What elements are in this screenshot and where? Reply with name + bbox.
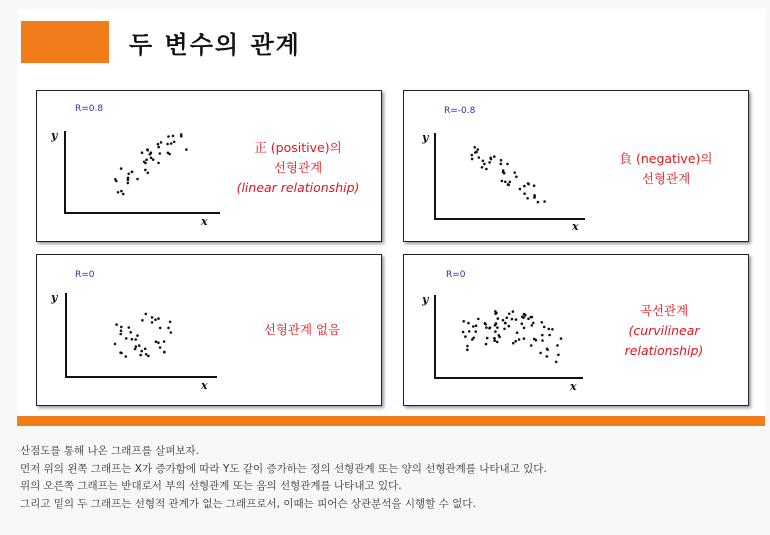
x-axis-label: x bbox=[570, 380, 577, 393]
scatter-dot bbox=[482, 160, 485, 163]
x-axis-label: x bbox=[201, 379, 208, 392]
paragraph-line: 산점도를 통해 나온 그래프를 살펴보자. bbox=[20, 445, 199, 457]
scatter-points bbox=[471, 146, 546, 203]
scatter-dot bbox=[163, 340, 166, 343]
scatter-dot bbox=[180, 133, 183, 136]
scatter-dot bbox=[125, 337, 128, 340]
scatter-dot bbox=[150, 151, 153, 154]
panel-positive bbox=[36, 90, 382, 242]
scatter-dot bbox=[157, 162, 160, 165]
scatter-dot bbox=[151, 316, 154, 319]
scatter-dot bbox=[115, 323, 118, 326]
scatter-dot bbox=[519, 188, 522, 191]
scatter-dot bbox=[139, 354, 142, 357]
scatter-dot bbox=[481, 166, 484, 169]
scatter-dot bbox=[483, 163, 486, 166]
scatter-dot bbox=[468, 330, 471, 333]
y-axis-label: y bbox=[422, 131, 429, 144]
scatter-dot bbox=[506, 163, 509, 166]
scatter-dot bbox=[136, 178, 139, 181]
scatter-dot bbox=[157, 317, 160, 320]
scatter-points bbox=[114, 313, 172, 358]
scatter-dot bbox=[509, 181, 512, 184]
scatter-dot bbox=[493, 339, 496, 342]
scatter-dot bbox=[115, 180, 118, 183]
scatter-dot bbox=[546, 348, 549, 351]
scatter-points bbox=[114, 133, 188, 195]
scatter-dot bbox=[503, 172, 506, 175]
scatter-dot bbox=[489, 326, 492, 329]
scatter-dot bbox=[120, 190, 123, 193]
scatter-dot bbox=[493, 337, 496, 340]
scatter-dot bbox=[151, 321, 154, 324]
scatter-dot bbox=[494, 310, 497, 313]
scatter-dot bbox=[477, 148, 480, 151]
scatter-dot bbox=[513, 171, 516, 174]
scatter-dot bbox=[556, 344, 559, 347]
scatter-dot bbox=[135, 345, 138, 348]
scatter-dot bbox=[170, 331, 173, 334]
y-axis-label: y bbox=[51, 129, 58, 142]
scatter-dot bbox=[140, 350, 143, 353]
scatter-dot bbox=[122, 193, 125, 196]
r-value-label: R=0 bbox=[446, 270, 466, 280]
scatter-dot bbox=[541, 339, 544, 342]
scatter-dot bbox=[518, 338, 521, 341]
scatter-dot bbox=[523, 337, 526, 340]
scatter-dot bbox=[159, 327, 162, 330]
scatter-dot bbox=[145, 353, 148, 356]
scatter-dot bbox=[117, 191, 120, 194]
scatter-dot bbox=[170, 142, 173, 145]
scatter-dot bbox=[477, 318, 480, 321]
scatter-dot bbox=[560, 337, 563, 340]
scatter-dot bbox=[497, 317, 500, 320]
paragraph-line: 그리고 밑의 두 그래프는 선형적 관계가 없는 그래프로서, 이때는 피어슨 상관분석을 시행할 수 없다. bbox=[20, 497, 476, 510]
r-value-label: R=0 bbox=[75, 270, 95, 280]
scatter-dot bbox=[141, 151, 144, 154]
scatter-dot bbox=[541, 321, 544, 324]
scatter-dot bbox=[485, 326, 488, 329]
slide-title: 두 변수의 관계 bbox=[129, 31, 301, 59]
scatter-dot bbox=[523, 327, 526, 330]
scatter-dot bbox=[515, 318, 518, 321]
scatter-dot bbox=[507, 183, 510, 186]
scatter-dot bbox=[551, 328, 554, 331]
panel-negative bbox=[403, 90, 749, 242]
scatter-dot bbox=[145, 158, 148, 161]
scatter-dot bbox=[167, 327, 170, 330]
scatter-dot bbox=[527, 183, 530, 186]
paragraph-line: 위의 오른쪽 그래프는 반대로서 부의 선형관계 또는 음의 선형관계를 나타내고 있다. bbox=[20, 480, 402, 492]
scatter-dot bbox=[131, 171, 134, 174]
scatter-dot bbox=[472, 325, 475, 328]
scatter-dot bbox=[494, 330, 497, 333]
scatter-dot bbox=[512, 310, 515, 313]
relationship-description: 正 (positive)의 선형관계 (linear relationship) bbox=[236, 140, 360, 195]
scatter-dot bbox=[515, 176, 518, 179]
scatter-dot bbox=[501, 180, 504, 183]
scatter-dot bbox=[125, 355, 128, 358]
scatter-dot bbox=[157, 341, 160, 344]
scatter-dot bbox=[535, 339, 538, 342]
scatter-dot bbox=[160, 141, 163, 144]
panel-curvilinear bbox=[403, 254, 749, 406]
scatter-dot bbox=[527, 318, 530, 321]
scatter-dot bbox=[127, 173, 130, 176]
scatter-dot bbox=[522, 316, 525, 319]
title-accent-bar bbox=[21, 21, 109, 63]
scatter-dot bbox=[516, 331, 519, 334]
scatter-dot bbox=[154, 318, 157, 321]
scatter-dot bbox=[147, 355, 150, 358]
relationship-description: 선형관계 없음 bbox=[263, 322, 341, 337]
panel-no-relationship bbox=[36, 254, 382, 406]
scatter-dot bbox=[473, 146, 476, 149]
scatter-dot bbox=[168, 153, 171, 156]
scatter-dot bbox=[128, 326, 131, 329]
scatter-dot bbox=[114, 343, 117, 346]
scatter-dot bbox=[503, 328, 506, 331]
scatter-dot bbox=[548, 334, 551, 337]
scatter-dot bbox=[471, 154, 474, 157]
scatter-dot bbox=[495, 322, 498, 325]
scatter-dot bbox=[500, 159, 503, 162]
scatter-dot bbox=[478, 156, 481, 159]
scatter-dot bbox=[471, 158, 474, 161]
scatter-points bbox=[462, 310, 563, 363]
scatter-dot bbox=[131, 338, 134, 341]
scatter-dot bbox=[485, 168, 488, 171]
scatter-dot bbox=[127, 182, 130, 185]
scatter-dot bbox=[504, 181, 507, 184]
scatter-dot bbox=[555, 361, 558, 364]
paragraph-line: 먼저 위의 왼쪽 그래프는 X가 증가함에 따라 Y도 같이 증가하는 정의 선형관계 또는 양의 선형관계를 나타내고 있다. bbox=[20, 462, 547, 475]
scatter-dot bbox=[462, 320, 465, 323]
scatter-dot bbox=[494, 313, 497, 316]
scatter-dot bbox=[166, 143, 169, 146]
scatter-dot bbox=[523, 192, 526, 195]
r-value-label: R=-0.8 bbox=[444, 106, 476, 116]
scatter-dot bbox=[548, 328, 551, 331]
scatter-dot bbox=[157, 143, 160, 146]
y-axis-label: y bbox=[51, 291, 58, 304]
scatter-dot bbox=[119, 333, 122, 336]
x-axis-label: x bbox=[201, 215, 208, 228]
scatter-dot bbox=[167, 135, 170, 138]
scatter-dot bbox=[530, 316, 533, 319]
scatter-dot bbox=[523, 185, 526, 188]
scatter-dot bbox=[474, 151, 477, 154]
scatter-dot bbox=[488, 161, 491, 164]
scatter-dot bbox=[533, 196, 536, 199]
scatter-dot bbox=[489, 157, 492, 160]
relationship-description: 곡선관계 (curvilinear relationship) bbox=[624, 303, 704, 358]
scatter-dot bbox=[533, 184, 536, 187]
scatter-dot bbox=[500, 163, 503, 166]
scatter-dot bbox=[557, 354, 560, 357]
scatter-dot bbox=[129, 331, 132, 334]
scatter-dot bbox=[506, 316, 509, 319]
scatter-dot bbox=[532, 322, 535, 325]
scatter-dot bbox=[541, 334, 544, 337]
scatter-dot bbox=[185, 148, 188, 151]
scatter-dot bbox=[531, 324, 534, 327]
slide bbox=[17, 9, 765, 422]
scatter-dot bbox=[143, 161, 146, 164]
scatter-dot bbox=[546, 355, 549, 358]
scatter-dot bbox=[526, 197, 529, 200]
scatter-dot bbox=[514, 340, 517, 343]
y-axis-label: y bbox=[422, 293, 429, 306]
scatter-dot bbox=[474, 330, 477, 333]
explanation-text bbox=[20, 443, 547, 513]
scatter-dot bbox=[155, 340, 158, 343]
scatter-dot bbox=[493, 155, 496, 158]
scatter-dot bbox=[147, 172, 150, 175]
scatter-dot bbox=[512, 342, 515, 345]
scatter-dot bbox=[466, 348, 469, 351]
scatter-dot bbox=[496, 326, 499, 329]
x-axis-label: x bbox=[572, 220, 579, 233]
scatter-dot bbox=[144, 169, 147, 172]
scatter-dot bbox=[127, 179, 130, 182]
scatter-dot bbox=[498, 336, 501, 339]
scatter-dot bbox=[502, 319, 505, 322]
scatter-dot bbox=[464, 335, 467, 338]
scatter-dot bbox=[523, 313, 526, 316]
scatter-dot bbox=[485, 343, 488, 346]
scatter-dot bbox=[120, 326, 123, 329]
scatter-dot bbox=[173, 141, 176, 144]
scatter-dot bbox=[136, 334, 139, 337]
scatter-dot bbox=[543, 200, 546, 203]
relationship-description: 負 (negative)의 선형관계 bbox=[619, 151, 713, 186]
scatter-dot bbox=[484, 323, 487, 326]
scatter-dot bbox=[539, 352, 542, 355]
scatter-dot bbox=[172, 135, 175, 138]
scatter-dot bbox=[508, 313, 511, 316]
scatter-dot bbox=[146, 149, 149, 152]
scatter-dot bbox=[144, 348, 147, 351]
scatter-dot bbox=[152, 158, 155, 161]
scatter-dot bbox=[138, 344, 141, 347]
scatter-dot bbox=[462, 331, 465, 334]
scatter-dot bbox=[134, 348, 137, 351]
scatter-dot bbox=[467, 322, 470, 325]
scatter-dot bbox=[163, 351, 166, 354]
scatter-dot bbox=[521, 322, 524, 325]
bottom-accent-bar bbox=[17, 416, 765, 426]
scatter-dot bbox=[472, 337, 475, 340]
scatter-dot bbox=[511, 318, 514, 321]
scatter-dot bbox=[508, 325, 511, 328]
scatter-dot bbox=[504, 322, 507, 325]
scatter-dot bbox=[543, 326, 546, 329]
scatter-dot bbox=[475, 324, 478, 327]
scatter-dot bbox=[486, 337, 489, 340]
scatter-dot bbox=[134, 338, 137, 341]
scatter-dot bbox=[145, 313, 148, 316]
scatter-dot bbox=[159, 346, 162, 349]
scatter-dot bbox=[120, 352, 123, 355]
scatter-dot bbox=[159, 152, 162, 155]
scatter-dot bbox=[496, 341, 499, 344]
scatter-dot bbox=[466, 345, 469, 348]
scatter-dot bbox=[120, 167, 123, 170]
scatter-dot bbox=[157, 146, 160, 149]
scatter-dot bbox=[120, 329, 123, 332]
scatter-dot bbox=[530, 344, 533, 347]
scatter-dot bbox=[537, 201, 540, 204]
scatter-dot bbox=[141, 319, 144, 322]
r-value-label: R=0.8 bbox=[75, 104, 104, 114]
scatter-dot bbox=[169, 321, 172, 324]
scatter-dot bbox=[150, 157, 153, 160]
